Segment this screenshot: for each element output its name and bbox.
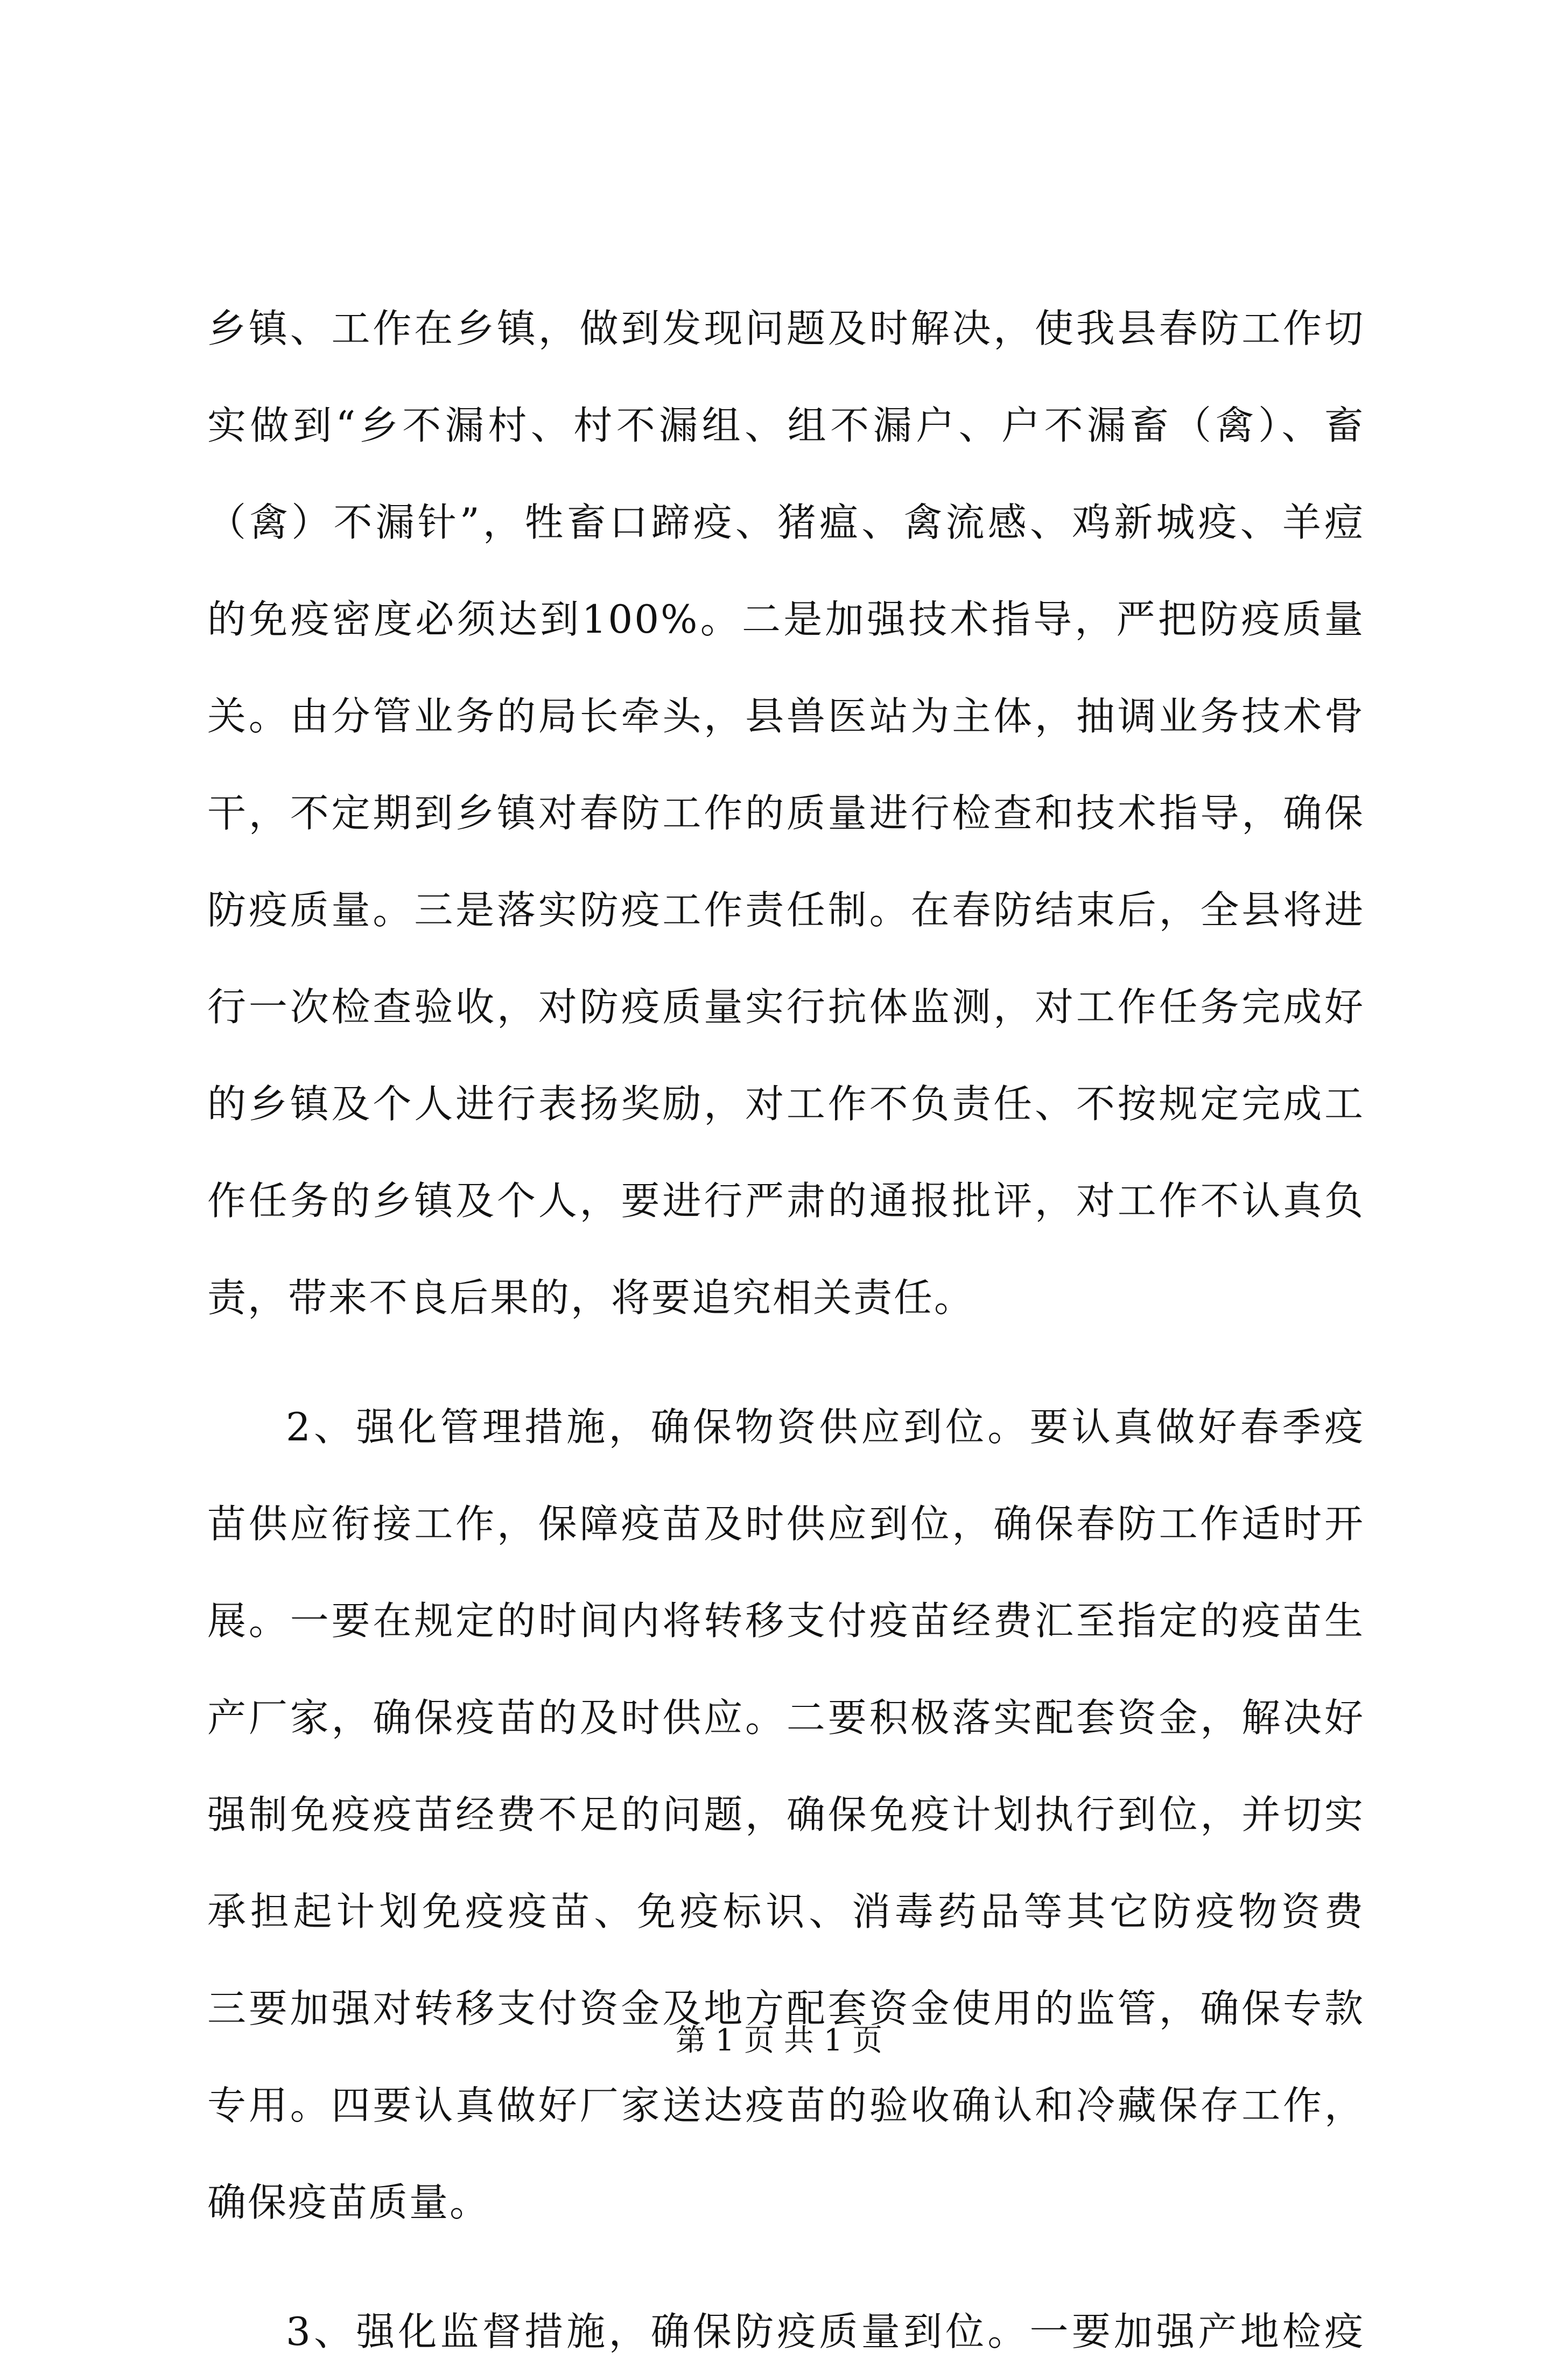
text-line: 3、强化监督措施，确保防疫质量到位。一要加强产地检疫: [286, 2309, 1365, 2354]
text-line: 强制免疫疫苗经费不足的问题，确保免疫计划执行到位，并切实: [207, 1792, 1365, 1837]
text-line: 关。由分管业务的局长牵头，县兽医站为主体，抽调业务技术骨: [207, 694, 1365, 739]
page-footer: [0, 2022, 1558, 2060]
text-line: 责，带来不良后果的，将要追究相关责任。: [207, 1275, 975, 1320]
text-line: 确保疫苗质量。: [207, 2180, 490, 2225]
text-line: 的免疫密度必须达到100%。二是加强技术指导，严把防疫质量: [207, 597, 1365, 642]
page-number-label: 第 1 页 共 1 页: [675, 2023, 883, 2058]
paragraph-spacer: [207, 1346, 1365, 1378]
text-line: 三要加强对转移支付资金及地方配套资金使用的监管，确保专款: [207, 1986, 1365, 2031]
text-line: 乡镇、工作在乡镇，做到发现问题及时解决，使我县春防工作切: [207, 306, 1365, 351]
paragraph: [207, 1378, 1365, 2251]
text-line: 2、强化管理措施，确保物资供应到位。要认真做好春季疫: [286, 1404, 1365, 1450]
text-line: 专用。四要认真做好厂家送达疫苗的验收确认和冷藏保存工作，: [207, 2083, 1365, 2128]
text-line: 作任务的乡镇及个人，要进行严肃的通报批评，对工作不认真负: [207, 1178, 1365, 1223]
text-line: （禽）不漏针”，牲畜口蹄疫、猪瘟、禽流感、鸡新城疫、羊痘: [207, 500, 1365, 545]
text-line: 承担起计划免疫疫苗、免疫标识、消毒药品等其它防疫物资费: [207, 1889, 1365, 1934]
paragraph-spacer: [207, 2251, 1365, 2283]
document-body: [207, 280, 1365, 2380]
text-line: 防疫质量。三是落实防疫工作责任制。在春防结束后，全县将进: [207, 887, 1365, 933]
text-line: 苗供应衔接工作，保障疫苗及时供应到位，确保春防工作适时开: [207, 1501, 1365, 1546]
text-line: 行一次检查验收，对防疫质量实行抗体监测，对工作任务完成好: [207, 984, 1365, 1030]
text-line: 展。一要在规定的时间内将转移支付疫苗经费汇至指定的疫苗生: [207, 1598, 1365, 1643]
paragraph: [207, 280, 1365, 1346]
paragraph: [207, 2283, 1365, 2380]
text-line: 实做到“乡不漏村、村不漏组、组不漏户、户不漏畜（禽）、畜: [207, 403, 1365, 448]
text-line: 干，不定期到乡镇对春防工作的质量进行检查和技术指导，确保: [207, 790, 1365, 836]
text-line: 产厂家，确保疫苗的及时供应。二要积极落实配套资金，解决好: [207, 1695, 1365, 1740]
text-line: 的乡镇及个人进行表扬奖励，对工作不负责任、不按规定完成工: [207, 1081, 1365, 1126]
